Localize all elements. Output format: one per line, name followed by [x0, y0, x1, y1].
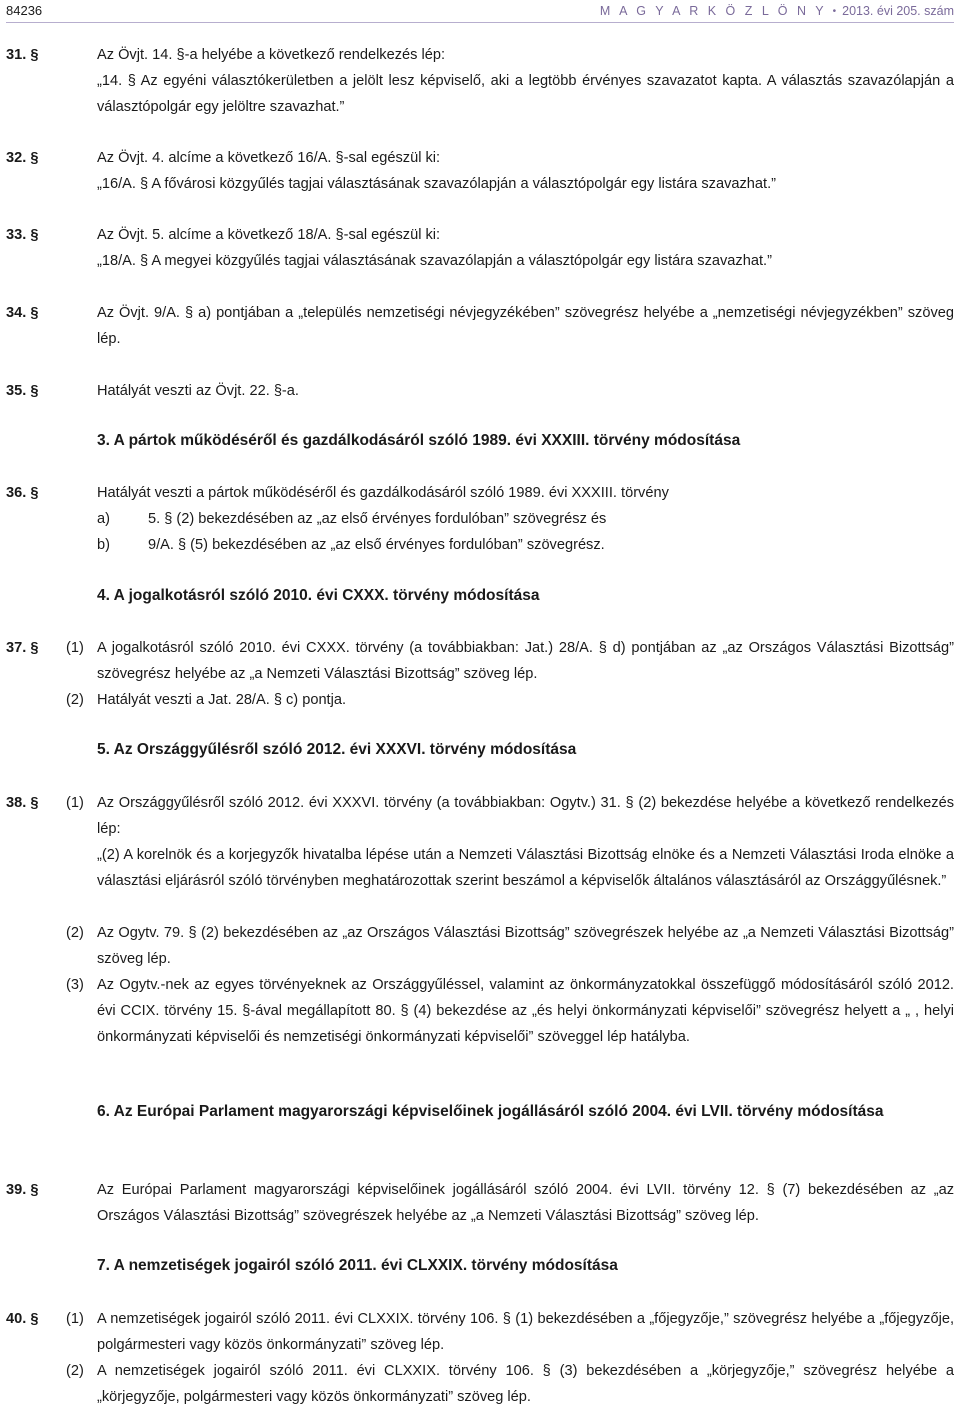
section-text: Az Övjt. 5. alcíme a következő 18/A. §-sal egészül ki: „18/A. § A megyei közgyűlés tagjai választásának szavazólapján a választópolgár egy listára szavazhat.” [97, 222, 954, 274]
quoted-provision: „14. § Az egyéni választókerületben a jelölt lesz képviselő, aki a legtöbb érvényes szavazatot kapta. A választás szavazólapján a választópolgár egy jelöltre szavazhat.” [97, 73, 954, 115]
paragraph-text-2: Hatályát veszti a Jat. 28/A. § c) pontja. [97, 692, 347, 708]
section-number: 33. § [6, 227, 39, 243]
chapter-title-5: 5. Az Országgyűlésről szóló 2012. évi XXXVI. törvény módosítása [97, 741, 577, 758]
section-number: 34. § [6, 305, 39, 321]
chapter-title-3: 3. A pártok működéséről és gazdálkodásáról szóló 1989. évi XXXIII. törvény módosítása [97, 432, 741, 449]
paragraph-label-2: (2) [66, 1363, 84, 1379]
paragraph-text-3: Az Ogytv.-nek az egyes törvényeknek az Országgyűléssel, valamint az önkormányzatokkal összefüggő módosításáról szóló 2012. évi CCIX. törvény 15. §-ával megállapított 80. § (4) bekezdése az „és helyi önkormányzati képviselői” szövegrész helyett a „ , helyi önkormányzati képviselői és nemzetiségi önkormányzati képviselői” szöveggel lép hatályba. [97, 977, 954, 1045]
section-text: Az Európai Parlament magyarországi képviselőinek jogállásáról szóló 2004. évi LVII. törvény 12. § (7) bekezdésében az „az Országos Választási Bizottság” szövegrészek helyébe az „a Nemzeti Választási Bizottság” szöveg lép. [97, 1182, 954, 1224]
section-number: 32. § [6, 150, 39, 166]
paragraph-label-2: (2) [66, 925, 84, 941]
chapter-title-7: 7. A nemzetiségek jogairól szóló 2011. évi CLXXIX. törvény módosítása [97, 1257, 618, 1274]
chapter-title-6: 6. Az Európai Parlament magyarországi képviselőinek jogállásáról szóló 2004. évi LVII. törvény módosítása [97, 1103, 884, 1120]
section-number: 35. § [6, 383, 39, 399]
point-label-b: b) [97, 537, 110, 553]
point-text-a: 5. § (2) bekezdésében az „az első érvényes fordulóban” szövegrész és [148, 511, 607, 527]
point-text-b: 9/A. § (5) bekezdésében az „az első érvényes fordulóban” szövegrész. [148, 537, 605, 553]
section-number: 39. § [6, 1182, 39, 1198]
quoted-provision: „18/A. § A megyei közgyűlés tagjai választásának szavazólapján a választópolgár egy listára szavazhat.” [97, 253, 772, 269]
paragraph-label-2: (2) [66, 692, 84, 708]
quoted-provision: „16/A. § A fővárosi közgyűlés tagjai választásának szavazólapján a választópolgár egy listára szavazhat.” [97, 176, 776, 192]
section-number: 40. § [6, 1311, 39, 1327]
section-number: 36. § [6, 485, 39, 501]
paragraph-text-1: Az Országgyűlésről szóló 2012. évi XXXVI. törvény (a továbbiakban: Ogytv.) 31. § (2) bekezdése helyébe a következő rendelkezés lép: „(2) A korelnök és a korjegyzők hivatalba lépése után a Nemzeti Választási Bizottság elnöke és a Nemzeti Választási Iroda elnöke a választási eljárásról szóló törvényben meghatározottak szerint beszámol a képviselők általános választásáról az Országgyűlésnek.” [97, 790, 954, 894]
section-number: 31. § [6, 47, 39, 63]
section-text: Hatályát veszti a pártok működéséről és gazdálkodásáról szóló 1989. évi XXXIII. törvény [97, 485, 669, 501]
paragraph-label-1: (1) [66, 795, 84, 811]
paragraph-label-3: (3) [66, 977, 84, 993]
paragraph-text-2: Az Ogytv. 79. § (2) bekezdésében az „az Országos Választási Bizottság” szövegrészek helyébe az „a Nemzeti Választási Bizottság” szöveg lép. [97, 925, 954, 967]
quoted-provision: „(2) A korelnök és a korjegyzők hivatalba lépése után a Nemzeti Választási Bizottság elnöke és a Nemzeti Választási Iroda elnöke a választási eljárásról szóló törvényben meghatározottak szerint beszámol a képviselők általános választásáról az Országgyűlésnek.” [97, 847, 954, 889]
point-label-a: a) [97, 511, 110, 527]
paragraph-text-1: A nemzetiségek jogairól szóló 2011. évi CLXXIX. törvény 106. § (1) bekezdésében a „főjegyzője,” szövegrész helyébe a „főjegyzője, polgármesteri vagy közös önkormányzati” szöveg lép. [97, 1311, 954, 1353]
section-text: Az Övjt. 14. §-a helyébe a következő rendelkezés lép: „14. § Az egyéni választókerületben a jelölt lesz képviselő, aki a legtöbb érvényes szavazatot kapta. A választás szavazólapján a választópolgár egy jelöltre szavazhat.” [97, 42, 954, 120]
issue-label: 2013. évi 205. szám [842, 4, 954, 18]
page-number: 84236 [6, 3, 43, 18]
paragraph-text-1: A jogalkotásról szóló 2010. évi CXXX. törvény (a továbbiakban: Jat.) 28/A. § d) pontjában az „az Országos Választási Bizottság” szövegrész helyébe az „a Nemzeti Választási Bizottság” szöveg lép. [97, 640, 954, 682]
section-text: Az Övjt. 4. alcíme a következő 16/A. §-sal egészül ki: „16/A. § A fővárosi közgyűlés tagjai választásának szavazólapján a választópolgár egy listára szavazhat.” [97, 145, 954, 197]
section-text: Az Övjt. 9/A. § a) pontjában a „település nemzetiségi névjegyzékében” szövegrész helyébe a „nemzetiségi névjegyzékben” szöveg lép. [97, 305, 954, 347]
publication-name: M A G Y A R K Ö Z L Ö N Y [599, 4, 827, 18]
running-header [600, 2, 954, 21]
paragraph-text-2: A nemzetiségek jogairól szóló 2011. évi CLXXIX. törvény 106. § (3) bekezdésében a „körjegyzője,” szövegrész helyébe a „körjegyzője, polgármesteri vagy közös önkormányzati” szöveg lép. [97, 1363, 954, 1405]
chapter-title-4: 4. A jogalkotásról szóló 2010. évi CXXX. törvény módosítása [97, 587, 540, 604]
bullet-separator: • [832, 6, 837, 17]
section-number: 38. § [6, 795, 39, 811]
section-text: Hatályát veszti az Övjt. 22. §-a. [97, 383, 299, 399]
header-rule [6, 22, 954, 23]
section-number: 37. § [6, 640, 39, 656]
paragraph-label-1: (1) [66, 1311, 84, 1327]
paragraph-label-1: (1) [66, 640, 84, 656]
